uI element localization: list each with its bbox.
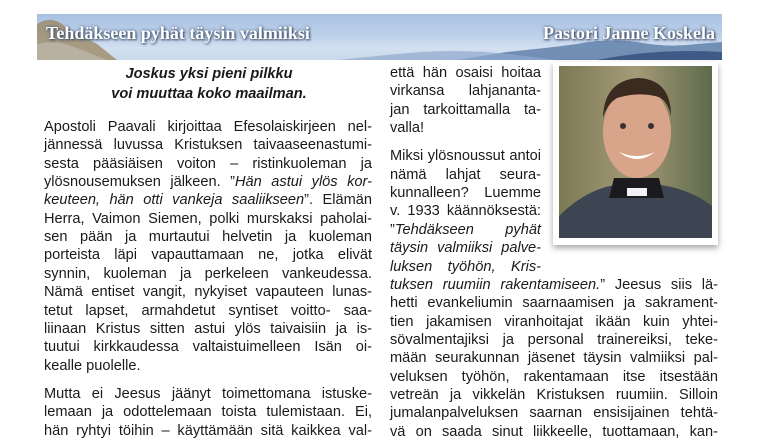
text-segment: veluksen työhön, rakentamaan itse itsestään (390, 368, 718, 385)
italic-quote: Hän astui ylös kor- (235, 174, 372, 191)
text-segment: Herra, Vaimon Siemen, polki murskaksi paholai- (44, 210, 372, 227)
text-line (390, 184, 541, 202)
text-line (390, 349, 718, 367)
text-segment: tetut lapset, armahdetut syntiset voitto- saa- (44, 302, 372, 319)
text-segment: valla! (390, 120, 425, 137)
text-line (44, 155, 372, 173)
text-line (390, 64, 541, 82)
text-line (390, 386, 718, 404)
text-segment: hetti evankeliumin saarnaamisen ja sakrament- (390, 295, 718, 312)
text-line (44, 403, 372, 421)
text-line (390, 313, 718, 331)
text-line (44, 357, 372, 375)
text-segment: jan tarkoittamalla ta- (390, 101, 541, 118)
text-line (44, 283, 372, 301)
italic-quote: tuksen ruumiin rakentamiseen. (390, 276, 601, 293)
text-segment: sen pään ja murtautui helvetin ja kuoleman (44, 229, 372, 246)
text-segment: v. 1933 käännöksestä: (390, 203, 541, 220)
text-segment: ylösnousemuksen jälkeen. ” (44, 174, 236, 191)
text-line (390, 404, 718, 422)
text-line (390, 294, 718, 312)
text-segment: liinaan Kristus sitten astui ylös taivaisiin ja is- (44, 320, 372, 337)
text-line (44, 191, 372, 209)
text-segment: tien jakamisen viranhoitajat ikään kuin yhtei- (390, 313, 718, 330)
text-segment: hän ryhtyi töihin – käyttämään sitä kaikkea val- (44, 422, 372, 439)
text-segment: ” (390, 221, 395, 238)
text-line (390, 221, 541, 239)
text-segment: Apostoli Paavali kirjoittaa Efesolaiskirjeen nel- (44, 119, 372, 135)
text-line (390, 239, 541, 257)
text-line (44, 118, 372, 136)
text-segment: lemaan ja odottelemaan toista tulemistaan. Ei, (44, 404, 372, 421)
lead-line-2: voi muuttaa koko maailman. (111, 86, 307, 102)
text-segment: kealle puolelle. (44, 357, 141, 374)
article-title: Tehdäkseen pyhät täysin valmiiksi (46, 23, 310, 43)
text-line (44, 136, 372, 154)
text-segment: nämä lahjat seura- (390, 166, 541, 183)
text-segment: virkansa lahjananta- (390, 83, 541, 100)
italic-quote: keuteen, hän otti vankeja saaliikseen (44, 192, 305, 209)
text-segment: tuutui kirkkaudessa valtaistuimelleen Isän oi- (44, 339, 372, 356)
author-photo (553, 62, 718, 245)
text-segment: jännessä luvussa Kristuksen taivaaseenastumi- (44, 137, 372, 154)
text-segment: Mutta ei Jeesus jäänyt toimettomana istuske- (44, 385, 372, 402)
italic-quote: Tehdäkseen pyhät (394, 221, 541, 238)
text-segment: vetreän ja vikkelän Kristuksen ruumiin. Silloin (390, 386, 718, 403)
text-line (44, 265, 372, 283)
text-segment: sövalmentajiksi ja personal trainereiksi, teke- (390, 331, 718, 348)
text-segment: että hän osaisi hoitaa (390, 65, 541, 81)
text-line (44, 246, 372, 264)
text-line (390, 368, 718, 386)
text-segment: Miksi ylösnoussut antoi (390, 148, 541, 165)
text-line (390, 119, 541, 137)
italic-quote: luksen työhön, Kris- (390, 258, 541, 275)
text-segment: vä on saada sinut liikkeelle, tuottamaan, kan- (390, 423, 718, 440)
text-segment: sesta pääsiäisen voiton – ristinkuoleman ja (44, 155, 372, 172)
text-segment: ”. Elämän (304, 192, 372, 209)
text-line (44, 338, 372, 356)
text-segment: ” Jeesus siis lä- (600, 276, 719, 293)
text-line (390, 258, 541, 276)
text-line (390, 331, 718, 349)
text-line (44, 302, 372, 320)
text-line (44, 173, 372, 191)
text-line (44, 422, 372, 440)
text-line (390, 147, 541, 165)
italic-quote: täysin valmiiksi palve- (390, 240, 541, 257)
text-segment: kunnalleen? Luemme (390, 185, 541, 202)
header-banner (37, 14, 722, 60)
text-segment: mään seurakunnan jäsenet täysin valmiiksi pal- (390, 350, 718, 367)
text-segment: synnin, kuoleman ja perkeleen vankeudessa. (44, 265, 372, 282)
text-line (44, 385, 372, 403)
lead-line-1: Joskus yksi pieni pilkku (125, 66, 293, 82)
text-line (390, 101, 541, 119)
article-author: Pastori Janne Koskela (542, 23, 715, 43)
text-segment: porteista läpi vapauttamaan ne, jotka elivät (44, 247, 372, 264)
text-line (390, 202, 541, 220)
text-line (390, 276, 718, 294)
text-segment: Nämä entiset vangit, nykyiset vapauteen lunas- (44, 284, 372, 301)
text-line (44, 210, 372, 228)
text-line (390, 166, 541, 184)
text-line (390, 423, 718, 441)
text-segment: jumalanpalveluksen saarnan ensisijainen tehtä- (390, 405, 718, 422)
text-line (44, 320, 372, 338)
text-line (44, 228, 372, 246)
text-line (390, 82, 541, 100)
